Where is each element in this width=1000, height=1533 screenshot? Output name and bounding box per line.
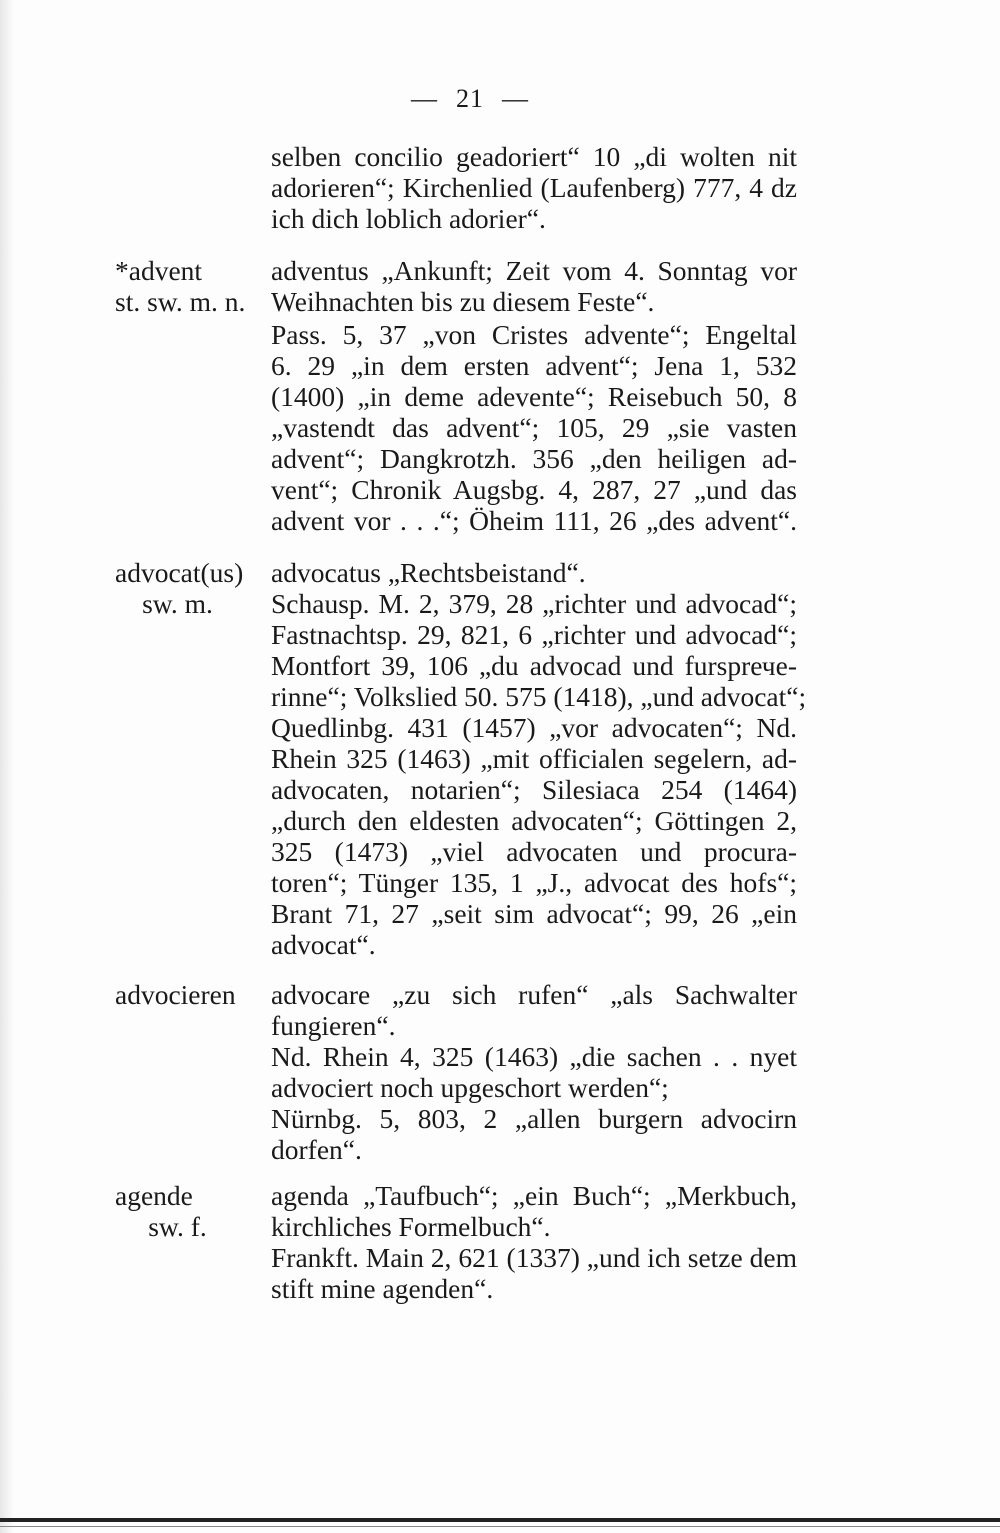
page-number-dash-left: — — [411, 84, 438, 113]
headword-advent: *advent — [115, 255, 203, 286]
entry-line: advocare „zu sich rufen“ „als Sachwalter — [271, 979, 797, 1010]
entry-line: advocat“. — [271, 929, 376, 960]
entry-line: adventus „Ankunft; Zeit vom 4. Sonntag vor — [271, 255, 797, 286]
entry-line: (1400) „in deme adevente“; Reisebuch 50, 8 — [271, 381, 797, 412]
entry-line: agenda „Taufbuch“; „ein Buch“; „Merkbuch, — [271, 1180, 797, 1211]
entry-line: advocatus „Rechtsbeistand“. — [271, 557, 586, 588]
entry-line: „durch den eldesten advocaten“; Göttingen 2, — [271, 805, 797, 836]
continuation-line: selben concilio geadoriert“ 10 „di wolten nit — [271, 141, 797, 172]
entry-line: Rhein 325 (1463) „mit officialen segelern, ad- — [271, 743, 797, 774]
entry-line: advociert noch upgeschort werden“; — [271, 1072, 669, 1103]
continuation-line: ich dich loblich adorier“. — [271, 203, 546, 234]
scan-bottom-edge-thin — [0, 1526, 1000, 1527]
page-number-dash-right: — — [502, 84, 529, 113]
entry-line: Nd. Rhein 4, 325 (1463) „die sachen . . nyet — [271, 1041, 797, 1072]
entry-line: Weihnachten bis zu diesem Feste“. — [271, 286, 655, 317]
entry-line: Nürnbg. 5, 803, 2 „allen burgern advocirn — [271, 1103, 797, 1134]
page-number — [0, 84, 940, 114]
entry-line: Schausp. M. 2, 379, 28 „richter und advocad“; — [271, 588, 797, 619]
entry-line: Frankft. Main 2, 621 (1337) „und ich setze dem — [271, 1242, 797, 1273]
entry-line: 6. 29 „in dem ersten advent“; Jena 1, 532 — [271, 350, 797, 381]
entry-line: Montfort 39, 106 „du advocad und fursprече- — [271, 650, 797, 681]
entry-line: advent“; Dangkrotzh. 356 „den heiligen ad- — [271, 443, 797, 474]
headword-grammar: st. sw. m. n. — [115, 286, 246, 317]
entry-line: advent vor . . .“; Öheim 111, 26 „des advent“. — [271, 505, 797, 536]
headword-advocatus: advocat(us) — [115, 557, 244, 588]
entry-line: Quedlinbg. 431 (1457) „vor advocaten“; Nd. — [271, 712, 797, 743]
entry-line: rinne“; Volkslied 50. 575 (1418), „und advocat“; — [271, 681, 807, 712]
entry-line: Fastnachtsp. 29, 821, 6 „richter und advocad“; — [271, 619, 797, 650]
scan-edge-shadow — [0, 0, 14, 1533]
entry-line: vent“; Chronik Augsbg. 4, 287, 27 „und das — [271, 474, 797, 505]
entry-line: kirchliches Formelbuch“. — [271, 1211, 551, 1242]
headword-grammar: sw. m. — [142, 588, 213, 619]
entry-line: „vastendt das advent“; 105, 29 „sie vasten — [271, 412, 797, 443]
entry-line: stift mine agenden“. — [271, 1273, 494, 1304]
entry-line: advocaten, notarien“; Silesiaca 254 (1464) — [271, 774, 797, 805]
entry-line: Brant 71, 27 „seit sim advocat“; 99, 26 „ein — [271, 898, 797, 929]
headword-advocieren: advocieren — [115, 979, 236, 1010]
entry-line: fungieren“. — [271, 1010, 396, 1041]
scan-bottom-edge — [0, 1518, 1000, 1522]
headword-agende: agende — [115, 1180, 193, 1211]
entry-line: 325 (1473) „viel advocaten und procura- — [271, 836, 797, 867]
entry-line: toren“; Tünger 135, 1 „J., advocat des hofs“; — [271, 867, 797, 898]
page-number-value: 21 — [456, 84, 484, 113]
entry-line: Pass. 5, 37 „von Cristes advente“; Engeltal — [271, 319, 797, 350]
headword-grammar: sw. f. — [148, 1211, 207, 1242]
continuation-line: adorieren“; Kirchenlied (Laufenberg) 777, 4 dz — [271, 172, 797, 203]
entry-line: dorfen“. — [271, 1134, 362, 1165]
